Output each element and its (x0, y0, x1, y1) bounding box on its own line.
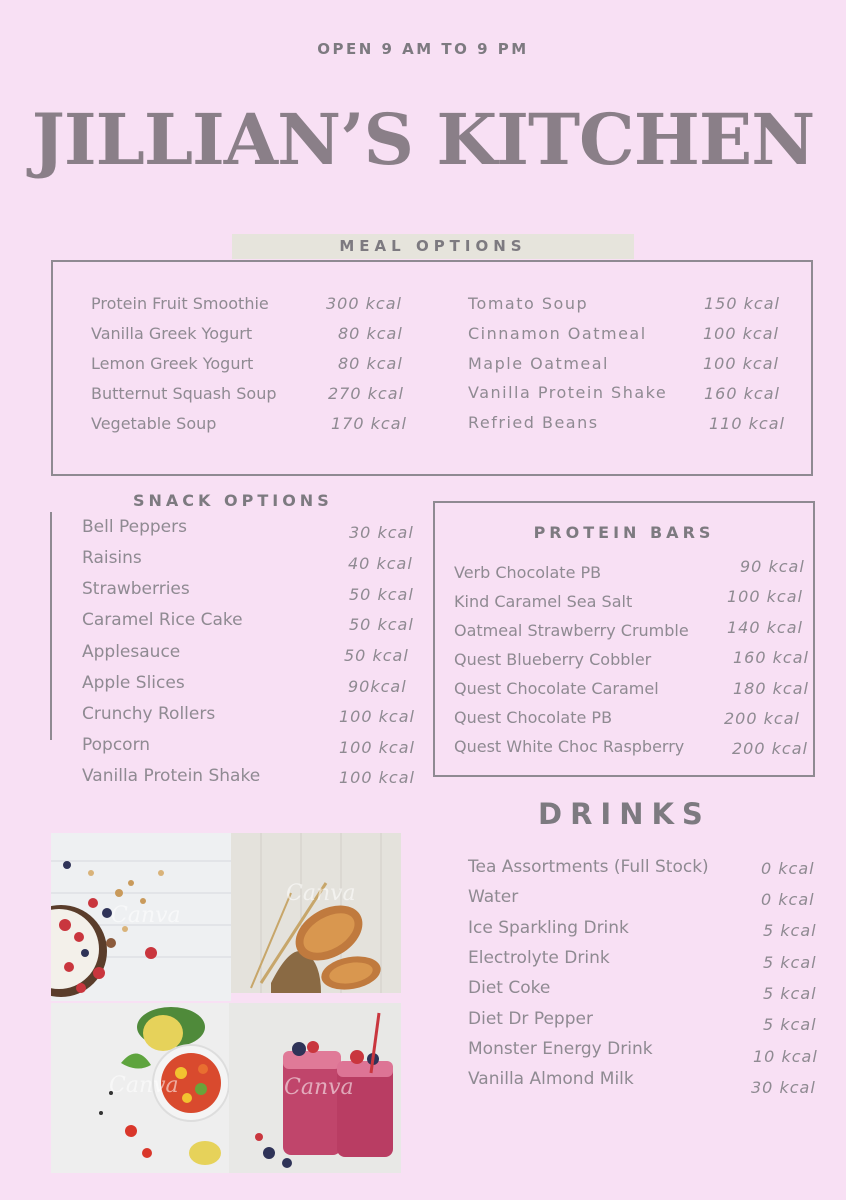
snack-item-name: Bell Peppers (82, 517, 187, 537)
drink-item-kcal: 0 kcal (761, 890, 815, 909)
snack-options-heading: SNACK OPTIONS (133, 491, 333, 510)
snack-item-name: Crunchy Rollers (82, 704, 216, 724)
bar-item-name: Oatmeal Strawberry Crumble (454, 621, 689, 640)
meal-item-kcal: 150 kcal (704, 294, 780, 313)
canva-watermark: Canva (284, 1075, 354, 1100)
snack-item-name: Caramel Rice Cake (82, 610, 243, 630)
snack-item-kcal: 50 kcal (349, 615, 414, 634)
bar-item-kcal: 140 kcal (727, 618, 803, 637)
meal-item-kcal: 170 kcal (331, 414, 407, 433)
meal-item-kcal: 160 kcal (704, 384, 780, 403)
bar-item-name: Kind Caramel Sea Salt (454, 592, 633, 611)
snack-item-kcal: 30 kcal (349, 523, 414, 542)
bread-wheat-photo (231, 833, 401, 993)
berry-smoothie-photo (229, 1003, 401, 1173)
meal-item-name: Vegetable Soup (91, 414, 217, 433)
meal-item-name: Butternut Squash Soup (91, 384, 277, 403)
drink-item-kcal: 30 kcal (751, 1078, 816, 1097)
drink-item-name: Tea Assortments (Full Stock) (468, 857, 709, 877)
meal-item-name: Vanilla Protein Shake (468, 383, 668, 402)
snack-item-name: Apple Slices (82, 673, 185, 693)
meal-item-kcal: 100 kcal (703, 324, 779, 343)
bar-item-kcal: 100 kcal (727, 587, 803, 606)
snack-divider-line (50, 512, 52, 740)
snack-item-name: Vanilla Protein Shake (82, 766, 261, 786)
drinks-heading: DRINKS (538, 797, 711, 831)
meal-item-kcal: 110 kcal (709, 414, 785, 433)
snack-item-name: Strawberries (82, 579, 190, 599)
snack-item-kcal: 40 kcal (348, 554, 413, 573)
bar-item-name: Quest Blueberry Cobbler (454, 650, 652, 669)
drink-item-kcal: 5 kcal (763, 984, 817, 1003)
canva-watermark: Canva (111, 903, 181, 928)
meal-item-kcal: 80 kcal (338, 354, 403, 373)
meal-item-kcal: 270 kcal (328, 384, 404, 403)
meal-item-name: Tomato Soup (468, 294, 589, 313)
drink-item-kcal: 10 kcal (753, 1047, 818, 1066)
meal-item-name: Refried Beans (468, 413, 599, 432)
drink-item-kcal: 5 kcal (763, 1015, 817, 1034)
drink-item-name: Diet Coke (468, 978, 551, 998)
snack-item-kcal: 50 kcal (349, 585, 414, 604)
snack-item-name: Raisins (82, 548, 142, 568)
meal-item-name: Vanilla Greek Yogurt (91, 324, 253, 343)
bar-item-kcal: 200 kcal (732, 739, 808, 758)
bar-item-kcal: 160 kcal (733, 648, 809, 667)
drink-item-name: Water (468, 887, 519, 907)
snack-item-name: Popcorn (82, 735, 151, 755)
bar-item-name: Quest Chocolate PB (454, 708, 613, 727)
meal-item-name: Protein Fruit Smoothie (91, 294, 269, 313)
drink-item-name: Electrolyte Drink (468, 948, 610, 968)
snack-item-kcal: 100 kcal (339, 768, 415, 787)
drink-item-kcal: 5 kcal (763, 953, 817, 972)
meal-item-kcal: 300 kcal (326, 294, 402, 313)
drink-item-name: Monster Energy Drink (468, 1039, 653, 1059)
drink-item-kcal: 5 kcal (763, 921, 817, 940)
yogurt-granola-berries-photo (51, 833, 231, 1001)
bar-item-kcal: 90 kcal (740, 557, 805, 576)
meal-item-name: Maple Oatmeal (468, 354, 609, 373)
drink-item-name: Ice Sparkling Drink (468, 918, 629, 938)
canva-watermark: Canva (286, 881, 356, 906)
meal-item-kcal: 100 kcal (703, 354, 779, 373)
meal-item-kcal: 80 kcal (338, 324, 403, 343)
canva-watermark: Canva (109, 1073, 179, 1098)
snack-item-kcal: 100 kcal (339, 738, 415, 757)
bar-item-name: Quest Chocolate Caramel (454, 679, 659, 698)
opening-hours: OPEN 9 AM TO 9 PM (317, 40, 529, 58)
salsa-salad-photo (51, 1003, 229, 1173)
meal-options-heading: MEAL OPTIONS (232, 234, 634, 259)
snack-item-name: Applesauce (82, 642, 181, 662)
bar-item-kcal: 180 kcal (733, 679, 809, 698)
bar-item-name: Verb Chocolate PB (454, 563, 602, 582)
meal-item-name: Lemon Greek Yogurt (91, 354, 254, 373)
snack-item-kcal: 100 kcal (339, 707, 415, 726)
protein-bars-heading: PROTEIN BARS (533, 523, 715, 542)
bar-item-name: Quest White Choc Raspberry (454, 737, 685, 756)
restaurant-title: JILLIAN’S KITCHEN (31, 98, 815, 181)
snack-item-kcal: 50 kcal (344, 646, 409, 665)
snack-item-kcal: 90kcal (348, 677, 407, 696)
bar-item-kcal: 200 kcal (724, 709, 800, 728)
meal-item-name: Cinnamon Oatmeal (468, 324, 647, 343)
drink-item-name: Diet Dr Pepper (468, 1009, 593, 1029)
drink-item-kcal: 0 kcal (761, 859, 815, 878)
drink-item-name: Vanilla Almond Milk (468, 1069, 634, 1089)
